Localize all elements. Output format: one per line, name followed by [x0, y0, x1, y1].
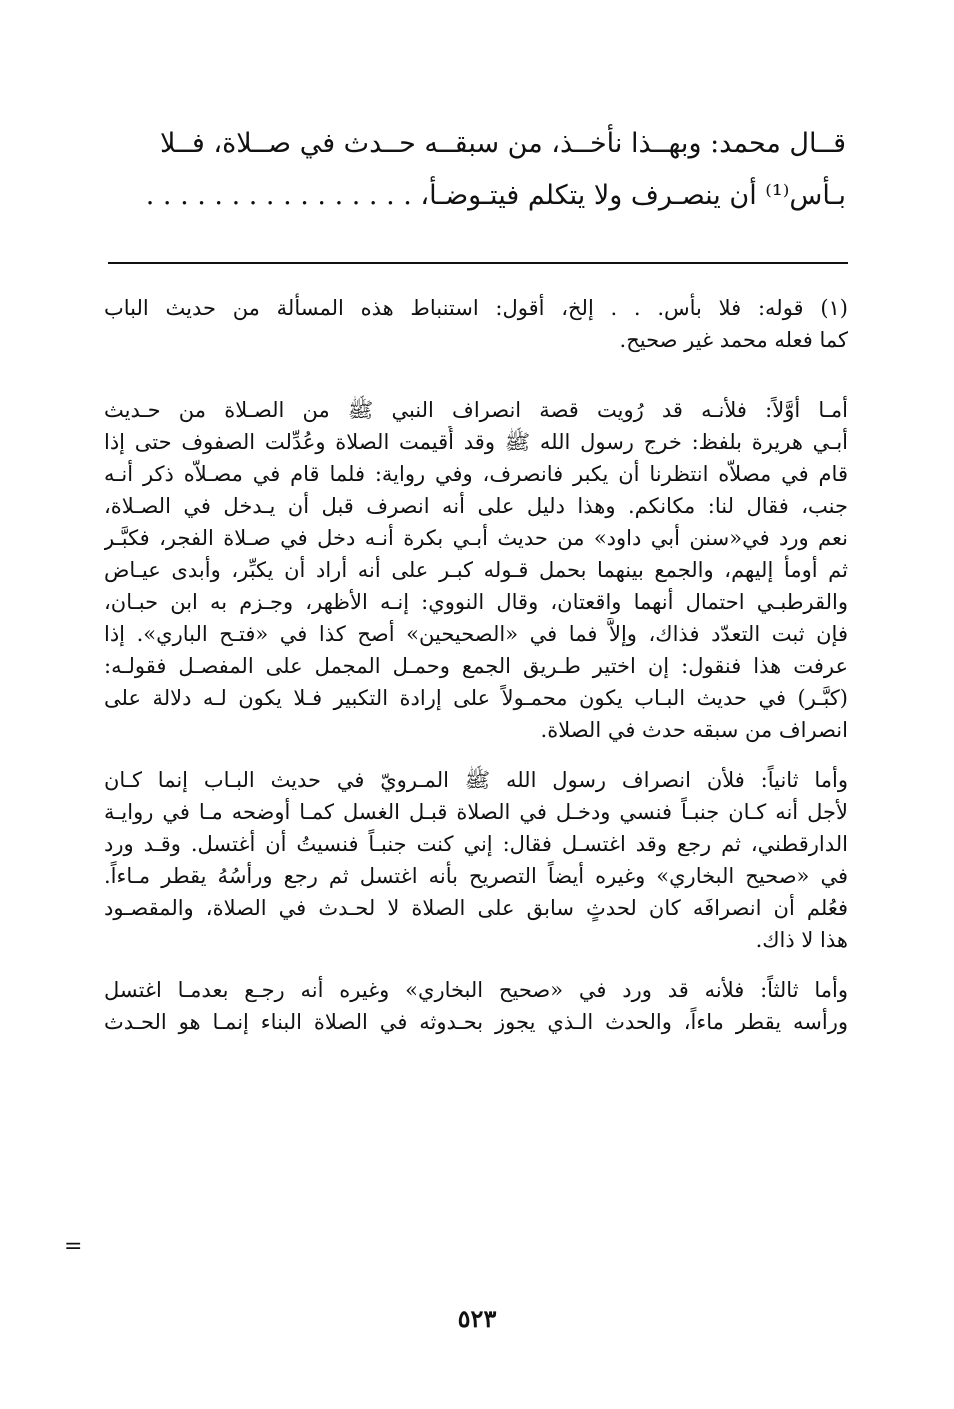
footnote-divider — [108, 262, 848, 264]
footnote-line: الدارقطني، ثم رجع وقد اغتسـل فقال: إني كنت جنبـاً فنسيتُ أن أغتسل. وقـد ورد — [104, 832, 848, 856]
footnote-line: لأجل أنه كـان جنبـاً فنسي ودخـل في الصلاة قبـل الغسل كمـا أوضحه مـا في روايـة — [104, 800, 848, 824]
footnote-line: هذا لا ذاك. — [755, 928, 848, 952]
main-text-line: بـأس⁽¹⁾ أن ينصـرف ولا يتكلم فيتـوضـأ، . . . . . . . . . . . . . . . . — [145, 180, 846, 211]
footnote-paragraph-first — [104, 394, 848, 746]
footnote-line: انصراف من سبقه حدث في الصلاة. — [540, 718, 848, 742]
footnote-line: ورأسه يقطر ماءاً، والحدث الـذي يجوز بحـدوثه في الصلاة البناء إنمـا هو الحـدث — [104, 1010, 848, 1034]
footnote-line: (كبَّـر) في حديث البـاب يكون محمـولاً على إرادة التكبير فـلا يكون لـه دلالة على — [104, 686, 848, 710]
footnote-line: فعُلم أن انصرافَه كان لحدثٍ سابق على الصلاة لا لحـدث في الصلاة، والمقصـود — [104, 896, 848, 920]
footnote-line: نعم ورد في«سنن أبي داود» من حديث أبـي بكرة أنـه دخل في صـلاة الفجر، فكبَّـر — [104, 526, 848, 550]
footnote-line: وأما ثانياً: فلأن انصراف رسول الله ﷺ المـرويّ في حديث البـاب إنما كـان — [104, 768, 848, 792]
footnote-line: قام في مصلاّه انتظرنا أن يكبر فانصرف، وفي رواية: فلما قام في مصـلاّه ذكر أنـه — [104, 462, 848, 486]
footnote-paragraph-second — [104, 764, 848, 956]
main-text — [106, 118, 846, 222]
footnote-intro — [104, 292, 848, 356]
footnote-line: ثم أومأ إليهم، والجمع بينهما بحمل قـوله كبـر على أنه أراد أن يكبِّر، وأبدى عيـاض — [104, 558, 848, 582]
footnote-line: أبـي هريرة بلفظ: خرج رسول الله ﷺ وقد أُقيمت الصلاة وعُدِّلت الصفوف حتى إذا — [104, 430, 848, 454]
footnote-line: فإن ثبت التعدّد فذاك، وإلاَّ فما في «الصحيحين» أصح كذا في «فتـح الباري». إذا — [104, 622, 848, 646]
continuation-mark: = — [64, 1234, 83, 1259]
main-text-line: قــال محمد: وبهــذا نأخــذ، من سبقــه حــدث في صــلاة، فــلا — [159, 128, 846, 159]
footnote-line: عرفت هذا فنقول: إن اختير طـريق الجمع وحمـل المجمل على المفصـل فقولـه: — [104, 654, 848, 678]
footnote-paragraph-third — [104, 974, 848, 1038]
footnote-line: وأما ثالثاً: فلأنه قد ورد في «صحيح البخاري» وغيره أنه رجـع بعدمـا اغتسل — [104, 978, 848, 1002]
footnote-line: أمـا أوَّلاً: فلأنـه قد رُويت قصة انصراف النبي ﷺ من الصـلاة من حـديث — [104, 398, 848, 422]
footnote-line: والقرطبـي احتمال أنهما واقعتان، وقال النووي: إنـه الأظهر، وجـزم به ابن حبـان، — [104, 590, 848, 614]
footnote-line: جنب، فقال لنا: مكانكم. وهذا دليل على أنه انصرف قبل أن يـدخل في الصـلاة، — [104, 494, 848, 518]
footnote-line: (١) قوله: فلا بأس. . . إلخ، أقول: استنباط هذه المسألة من حديث الباب — [104, 296, 848, 320]
footnote-line: كما فعله محمد غير صحيح. — [619, 328, 848, 352]
footnote-line: في «صحيح البخاري» وغيره أيضاً التصريح بأنه اغتسل ثم رجع ورأسُهُ يقطر مـاءاً. — [104, 864, 848, 888]
footnotes — [104, 292, 848, 1054]
page-number: ٥٢٣ — [457, 1304, 497, 1333]
